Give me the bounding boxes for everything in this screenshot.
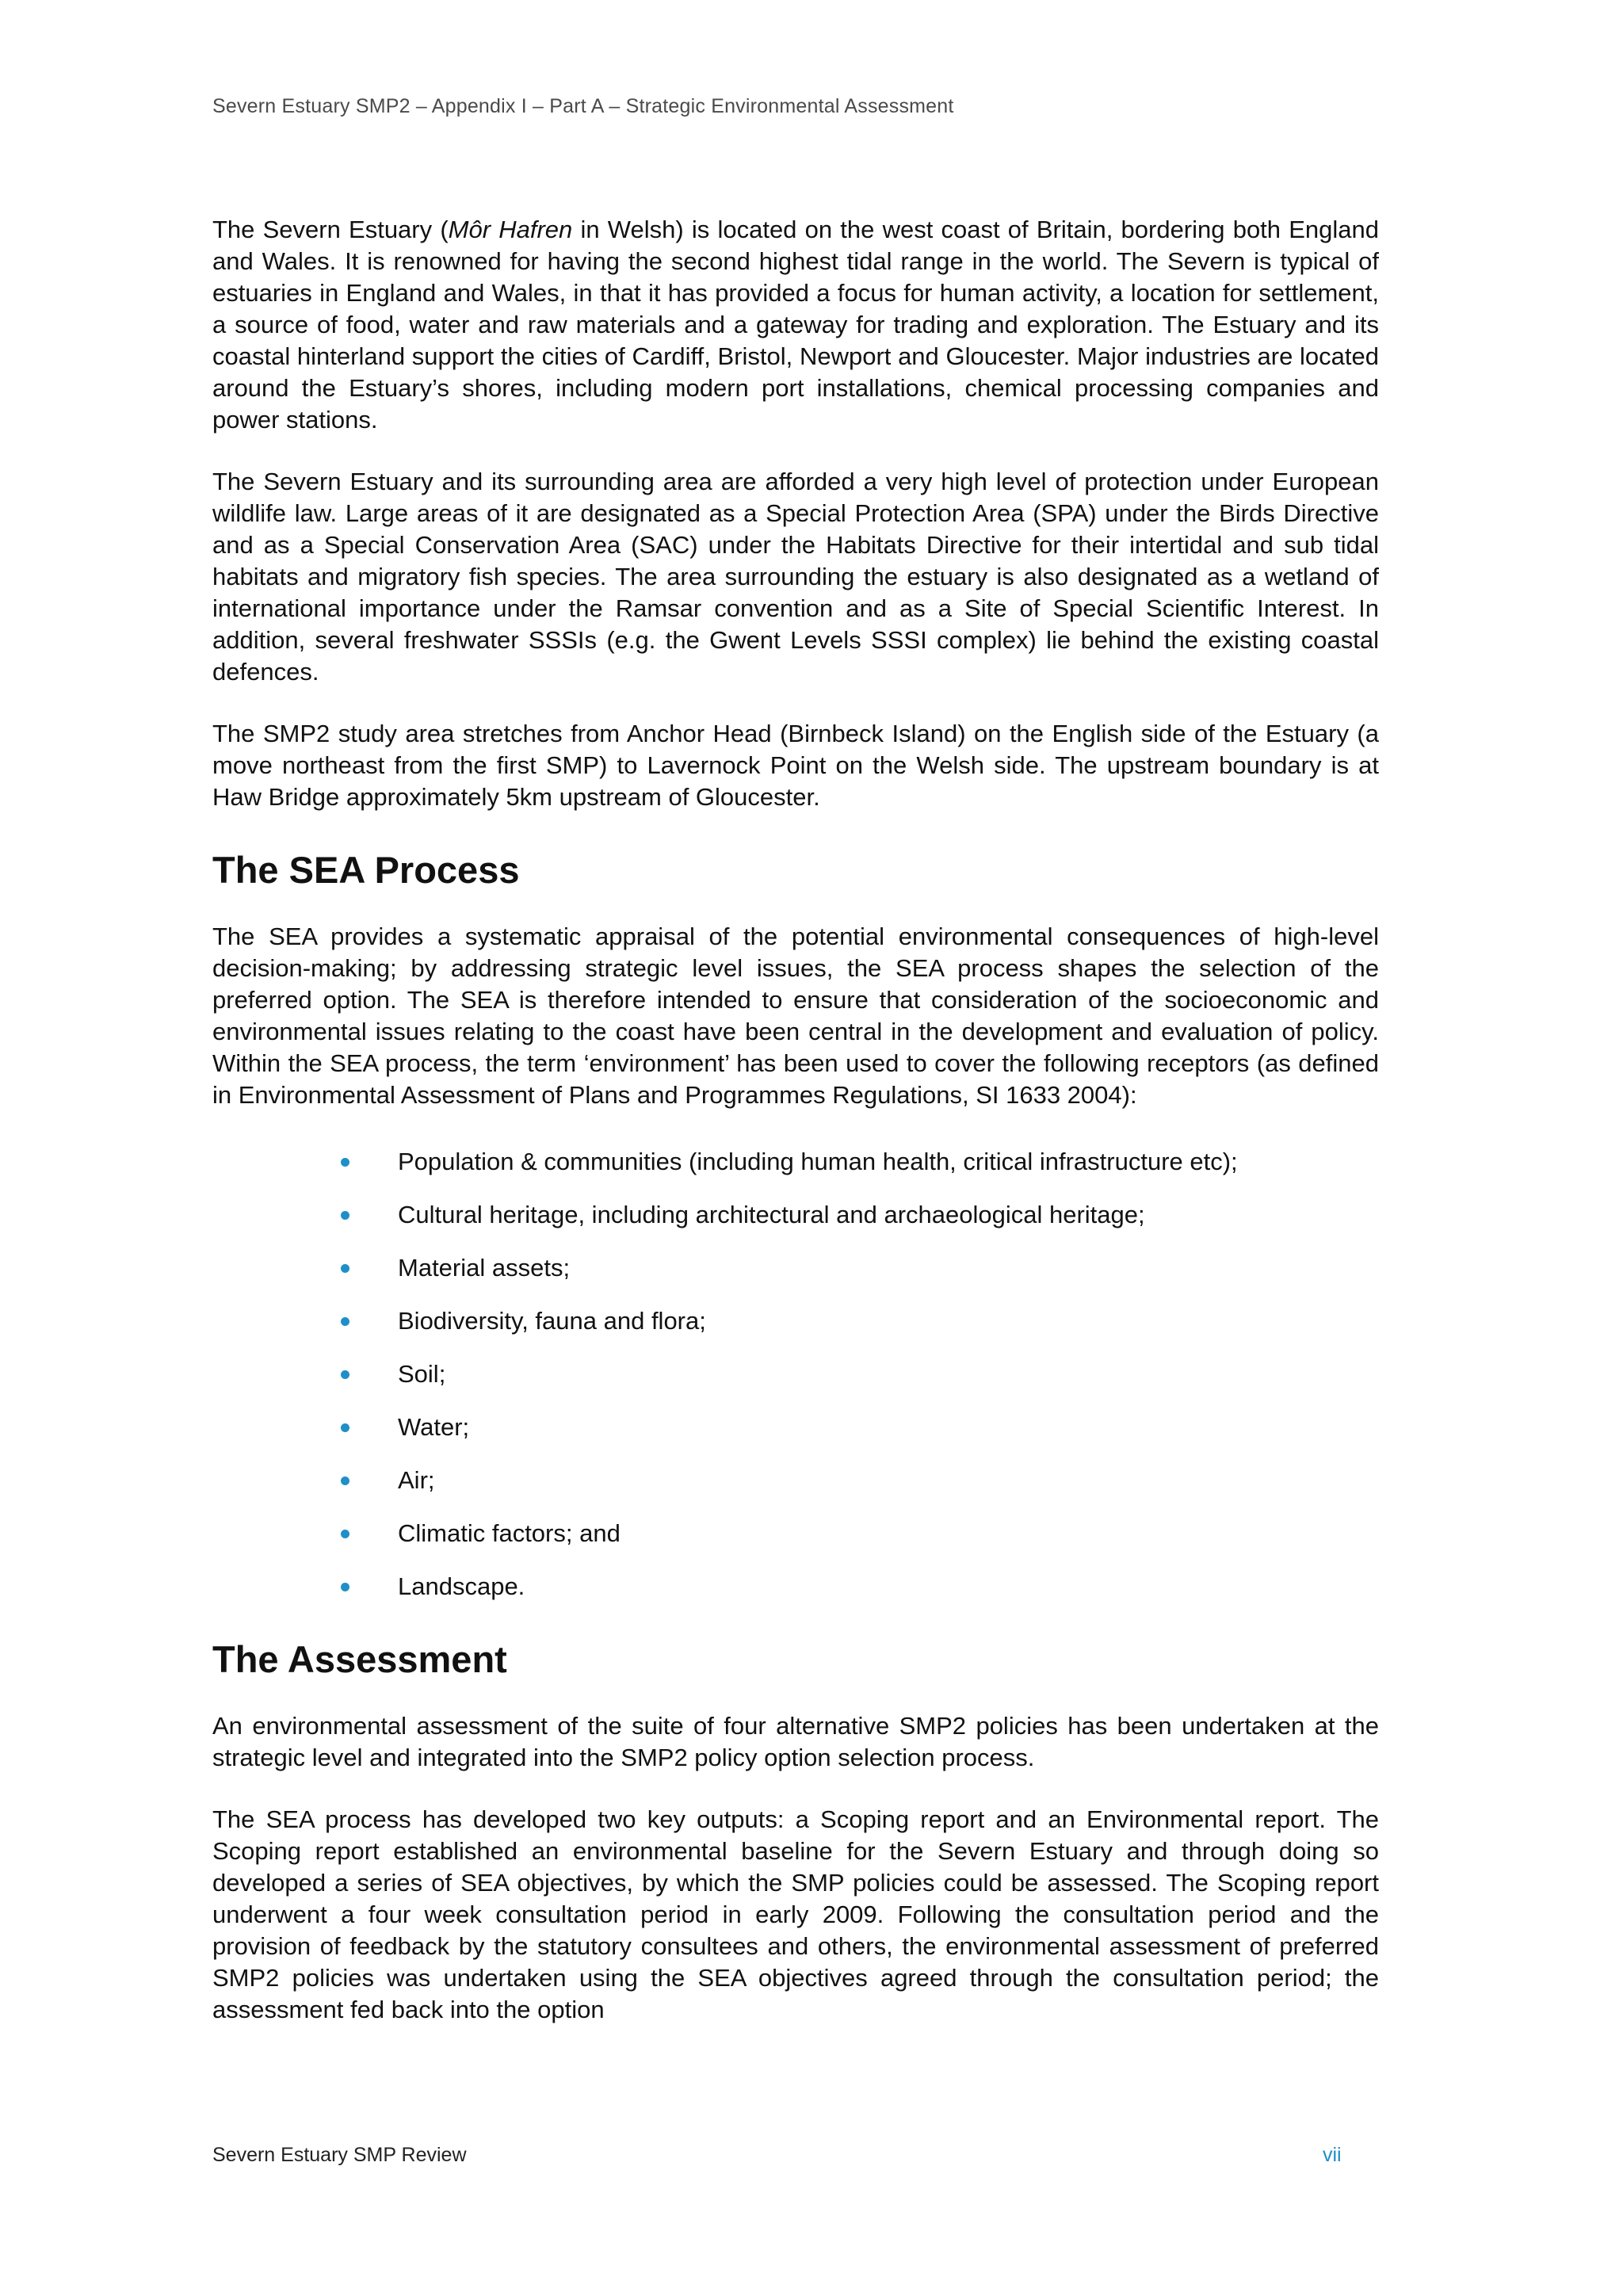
bullet-icon xyxy=(341,1264,349,1273)
bullet-icon xyxy=(341,1158,349,1167)
bullet-icon xyxy=(341,1370,349,1379)
running-header: Severn Estuary SMP2 – Appendix I – Part A – Strategic Environmental Assessment xyxy=(212,95,954,117)
list-item: Landscape. xyxy=(398,1571,1379,1603)
list-item: Population & communities (including human health, critical infrastructure etc); xyxy=(398,1146,1379,1178)
list-item: Soil; xyxy=(398,1358,1379,1390)
bullet-icon xyxy=(341,1211,349,1220)
bullet-icon xyxy=(341,1477,349,1485)
intro-paragraph-2: The Severn Estuary and its surrounding area are afforded a very high level of protection under European wildlife law. Large areas of it are designated as a Special Protection Area (SPA) under the Birds Directive and as a Special Conservation Area (SAC) under the Habitats Directive for their intertidal and sub tidal habitats and migratory fish species. The area surrounding the estuary is also designated as a wetland of international importance under the Ramsar convention and as a Site of Special Scientific Interest. In addition, several freshwater SSSIs (e.g. the Gwent Levels SSSI complex) lie behind the existing coastal defences. xyxy=(212,468,1379,686)
assessment-heading: The Assessment xyxy=(212,1638,507,1680)
assessment-paragraph-1: An environmental assessment of the suite of four alternative SMP2 policies has been undertaken at the strategic level and integrated into the SMP2 policy option selection process. xyxy=(212,1712,1379,1771)
footer-page-number: vii xyxy=(1323,2144,1342,2166)
intro-paragraph-1: The Severn Estuary (Môr Hafren in Welsh) is located on the west coast of Britain, bordering both England and Wales. It is renowned for having the second highest tidal range in the world. The Severn is typical of estuaries in England and Wales, in that it has provided a focus for human activity, a location for settlement, a source of food, water and raw materials and a gateway for trading and exploration. The Estuary and its coastal hinterland support the cities of Cardiff, Bristol, Newport and Gloucester. Major industries are located around the Estuary’s shores, including modern port installations, chemical processing companies and power stations. xyxy=(212,216,1379,434)
list-item: Biodiversity, fauna and flora; xyxy=(398,1305,1379,1337)
assessment-paragraph-2: The SEA process has developed two key outputs: a Scoping report and an Environmental report. The Scoping report established an environmental baseline for the Severn Estuary and through doing so developed a series of SEA objectives, by which the SMP policies could be assessed. The Scoping report underwent a four week consultation period in early 2009. Following the consultation period and the provision of feedback by the statutory consultees and others, the environmental assessment of preferred SMP2 policies was undertaken using the SEA objectives agreed through the consultation period; the assessment fed back into the option xyxy=(212,1805,1379,2023)
bullet-icon xyxy=(341,1423,349,1432)
sea-process-heading: The SEA Process xyxy=(212,849,520,891)
list-item: Cultural heritage, including architectural and archaeological heritage; xyxy=(398,1199,1379,1231)
list-item: Water; xyxy=(398,1412,1379,1443)
welsh-name: Môr Hafren xyxy=(448,216,573,243)
bullet-icon xyxy=(341,1317,349,1326)
sea-process-paragraph: The SEA provides a systematic appraisal of the potential environmental consequences of high-level decision-making; by addressing strategic level issues, the SEA process shapes the selection of the preferred option. The SEA is therefore intended to ensure that consideration of the socioeconomic and environmental issues relating to the coast have been central in the development and evaluation of policy. Within the SEA process, the term ‘environment’ has been used to cover the following receptors (as defined in Environmental Assessment of Plans and Programmes Regulations, SI 1633 2004): xyxy=(212,923,1379,1109)
receptor-list xyxy=(212,1146,1379,1603)
bullet-icon xyxy=(341,1530,349,1538)
page-body xyxy=(212,214,1379,2056)
list-item: Air; xyxy=(398,1465,1379,1496)
list-item: Material assets; xyxy=(398,1252,1379,1284)
intro-paragraph-3: The SMP2 study area stretches from Anchor Head (Birnbeck Island) on the English side of the Estuary (a move northeast from the first SMP) to Lavernock Point on the Welsh side. The upstream boundary is at Haw Bridge approximately 5km upstream of Gloucester. xyxy=(212,720,1379,811)
bullet-icon xyxy=(341,1583,349,1591)
list-item: Climatic factors; and xyxy=(398,1518,1379,1549)
footer-document-name: Severn Estuary SMP Review xyxy=(212,2144,467,2166)
